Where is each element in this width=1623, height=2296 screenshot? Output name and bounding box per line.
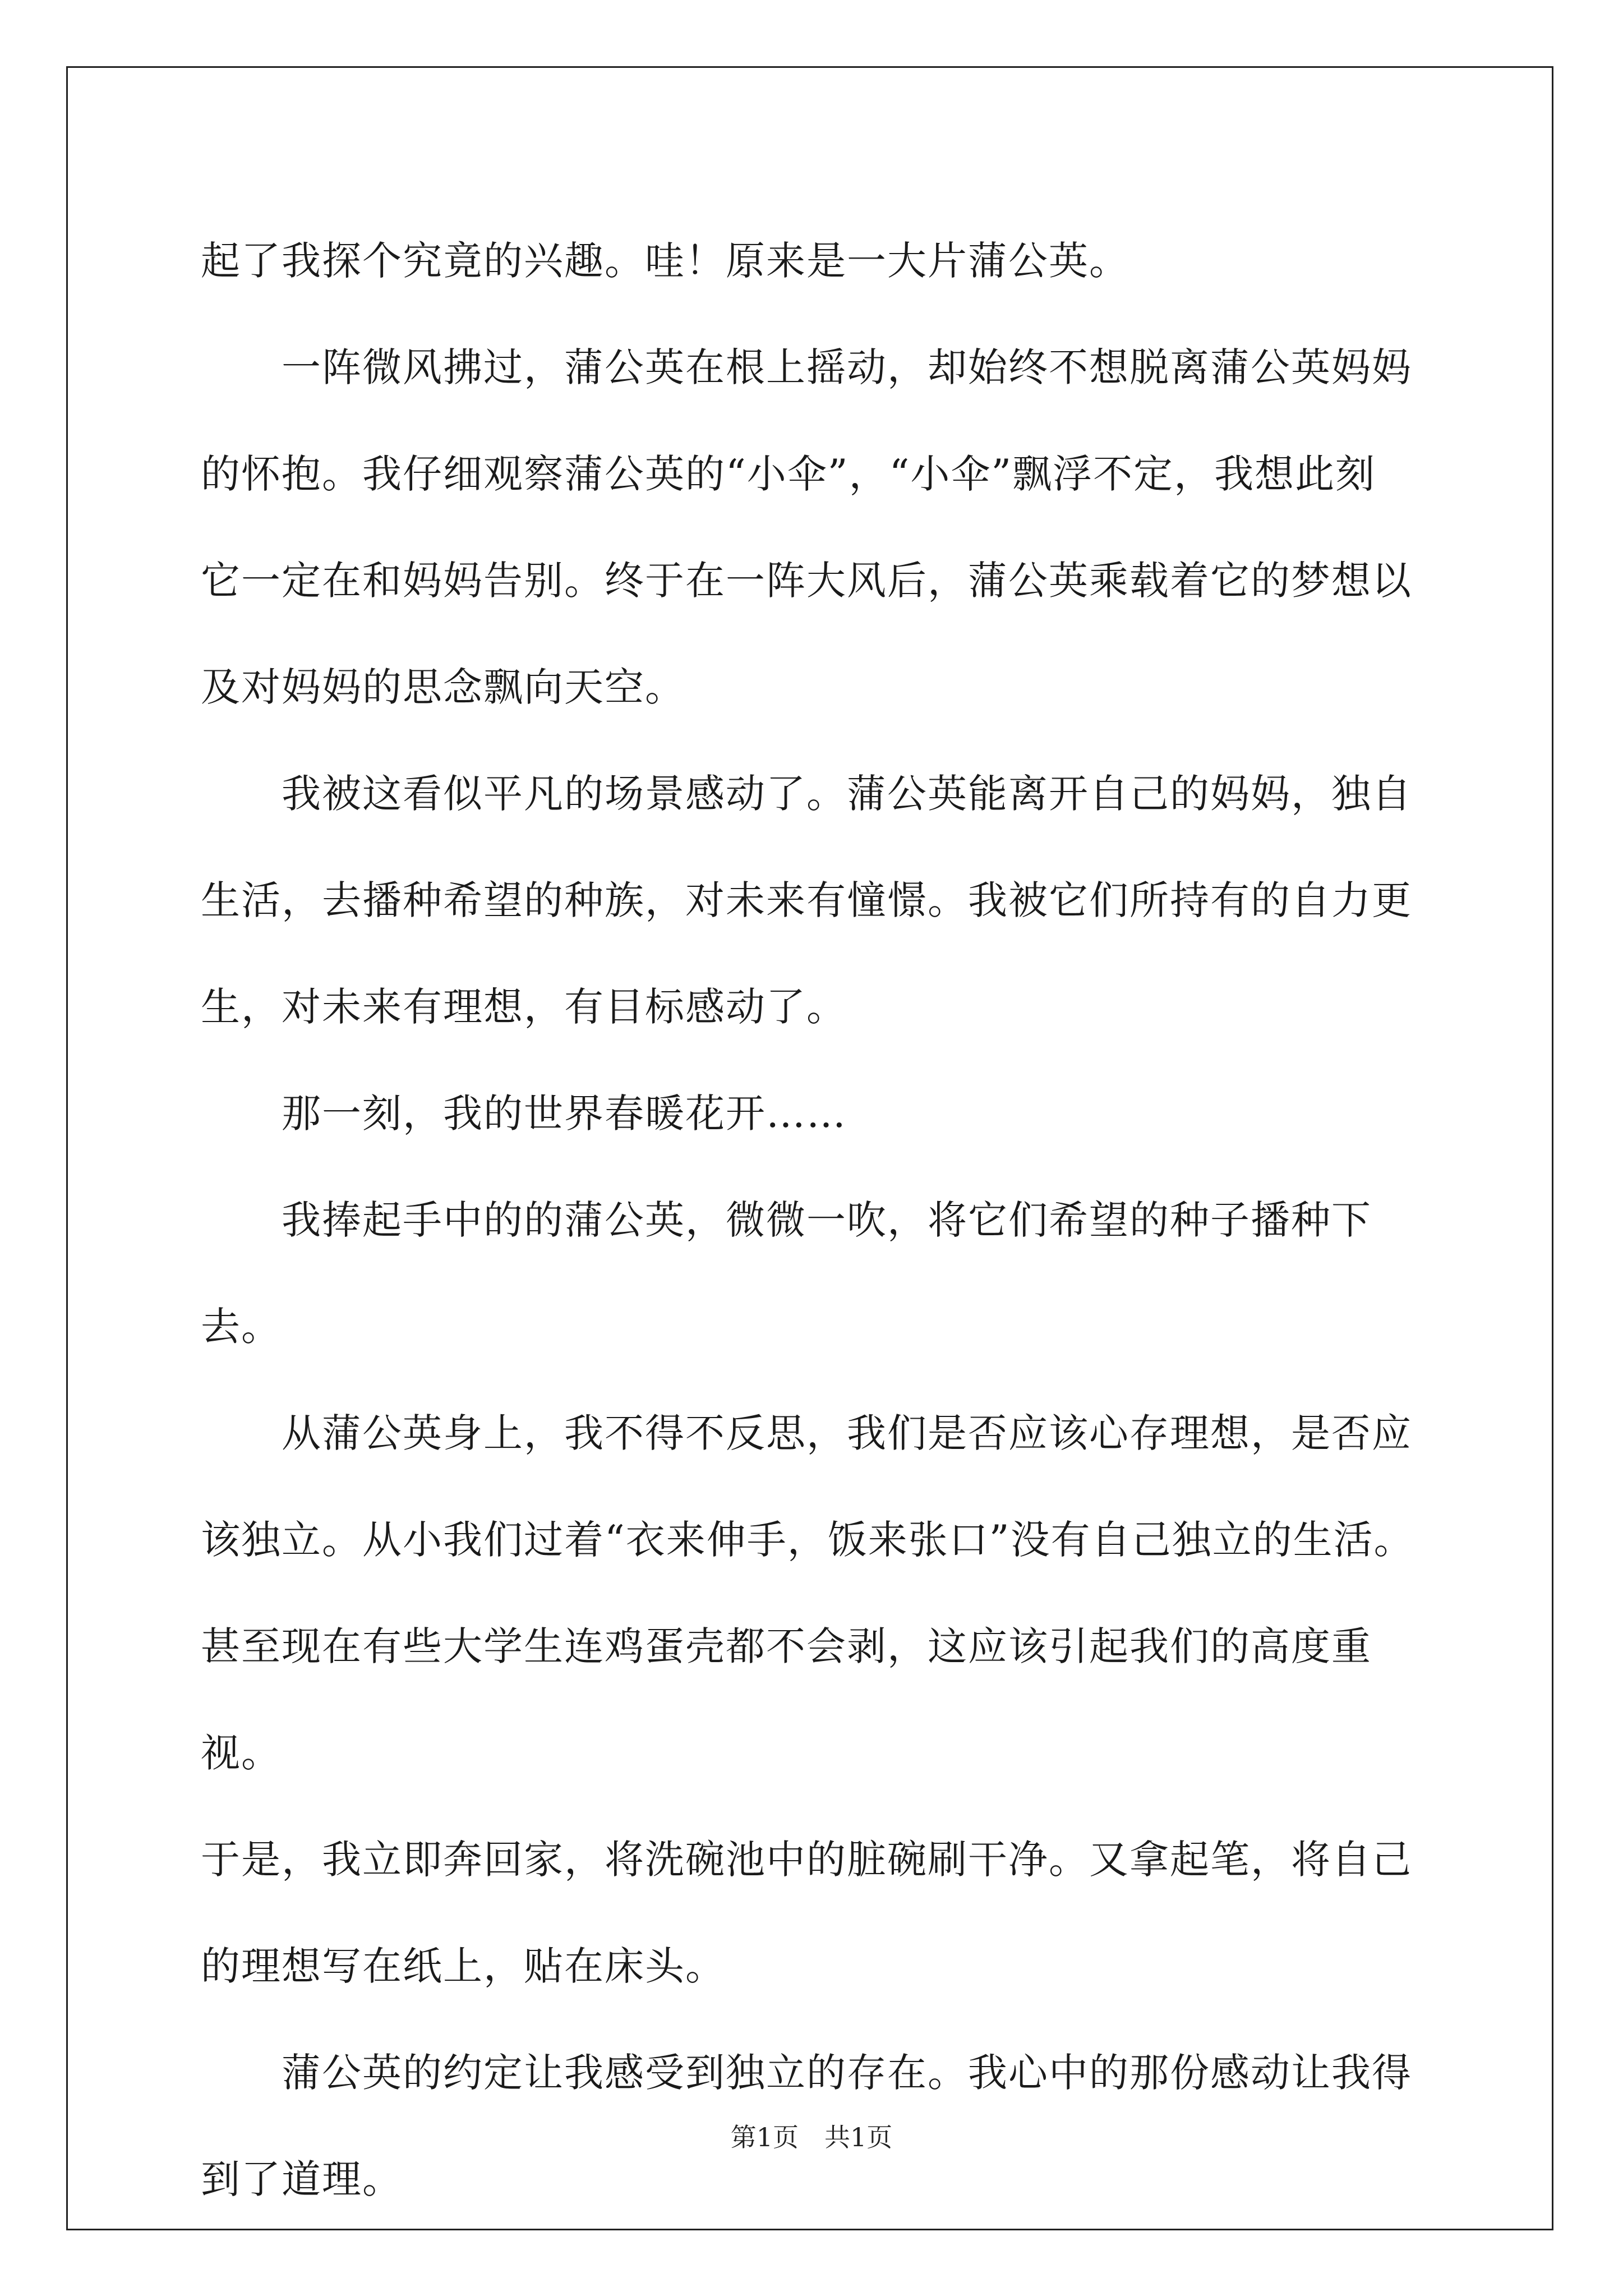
paragraph-6: 从蒲公英身上，我不得不反思，我们是否应该心存理想，是否应 该独立。从小我们过着“衣来伸手，饭来张口”没有自己独立的生活。 甚至现在有些大学生连鸡蛋壳都不会剥，这应该引起我们的高度重视。 于是，我立即奔回家，将洗碗池中的脏碗刷干净。又拿起笔，将自己 的理想写在纸上，贴在床头。	[201, 1410, 1414, 1989]
paragraph-7: 蒲公英的约定让我感受到独立的存在。我心中的那份感动让我得 到了道理。	[201, 2050, 1412, 2202]
document-body	[201, 208, 1435, 2233]
paragraph-3: 我被这看似平凡的场景感动了。蒲公英能离开自己的妈妈，独自 生活，去播种希望的种族，对未来有憧憬。我被它们所持有的自力更 生，对未来有理想，有目标感动了。	[201, 771, 1412, 1030]
paragraph-5: 我捧起手中的的蒲公英，微微一吹，将它们希望的种子播种下去。	[201, 1197, 1372, 1350]
page-footer: 第1页 共1页	[730, 2122, 893, 2152]
paragraph-4: 那一刻，我的世界春暖花开……	[201, 1091, 847, 1137]
paragraph-1: 起了我探个究竟的兴趣。哇！原来是一大片蒲公英。	[201, 238, 1129, 284]
paragraph-2: 一阵微风拂过，蒲公英在根上摇动，却始终不想脱离蒲公英妈妈 的怀抱。我仔细观察蒲公英的“小伞”，“小伞”飘浮不定，我想此刻 它一定在和妈妈告别。终于在一阵大风后，蒲公英乘载着它的梦想以 及对妈妈的思念飘向天空。	[201, 344, 1412, 710]
